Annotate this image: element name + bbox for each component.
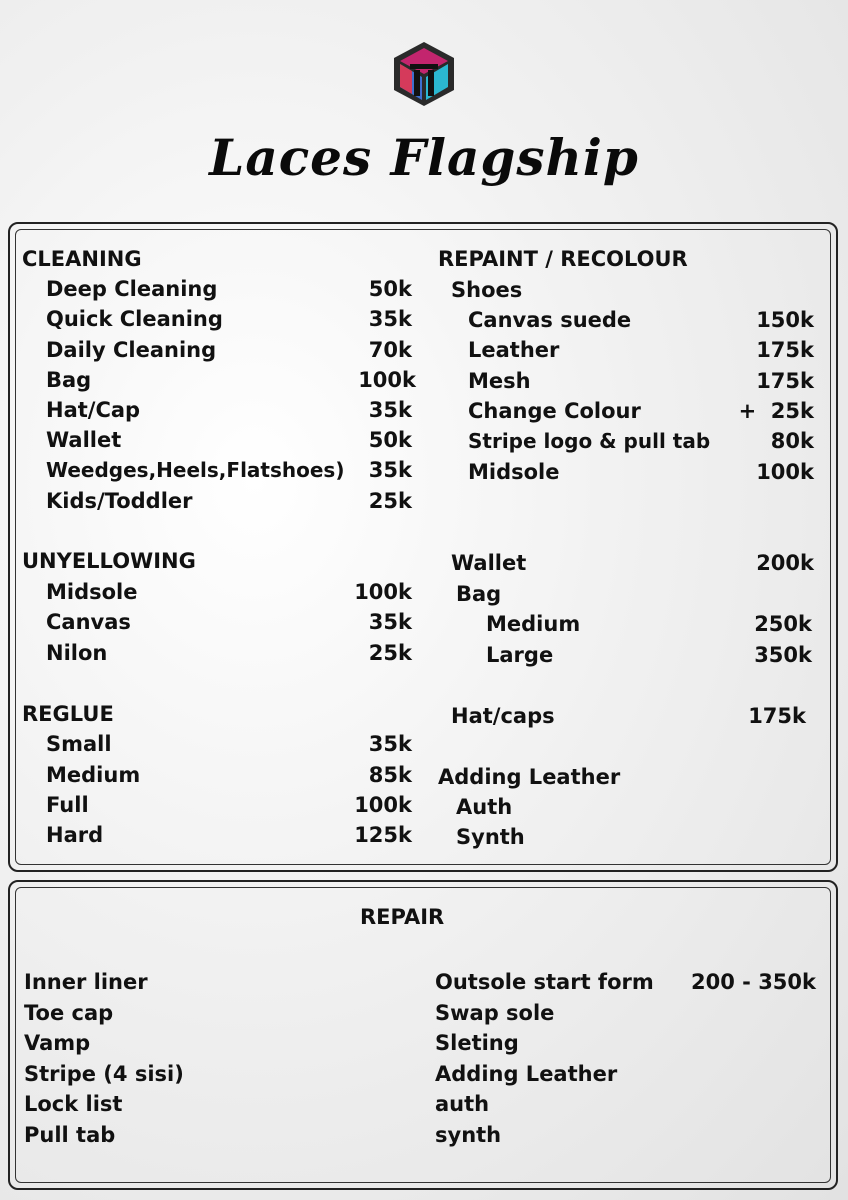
unyellowing-item-price: 35k — [368, 610, 412, 634]
repair-outsole-price: 200 - 350k — [691, 970, 816, 994]
unyellowing-item-name: Canvas — [46, 610, 131, 634]
cleaning-item-price: 35k — [368, 458, 412, 482]
repair-right-item: Sleting — [435, 1031, 519, 1055]
repaint-item-price: 80k — [770, 429, 814, 453]
repaint-item-name: Change Colour — [468, 399, 641, 423]
repaint-wallet-name: Wallet — [451, 551, 527, 575]
cleaning-item-name: Hat/Cap — [46, 398, 141, 422]
reglue-item-name: Small — [46, 732, 112, 756]
repaint-item-name: Midsole — [468, 460, 560, 484]
repaint-heading: REPAINT / RECOLOUR — [438, 247, 688, 271]
repair-left-item: Inner liner — [24, 970, 148, 994]
repaint-adding-leather-synth: Synth — [456, 825, 525, 849]
repaint-item-price: 150k — [756, 308, 814, 332]
repaint-item-price: 100k — [756, 460, 814, 484]
cleaning-item-name: Weedges,Heels,Flatshoes) — [46, 458, 345, 482]
cleaning-item-price: 35k — [368, 307, 412, 331]
reglue-item-name: Hard — [46, 823, 104, 847]
repaint-bag-item-name: Medium — [486, 612, 581, 636]
repaint-bag-label: Bag — [456, 582, 502, 606]
repair-right-item: Outsole start form — [435, 970, 654, 994]
reglue-item-price: 125k — [354, 823, 412, 847]
cleaning-item-price: 35k — [368, 398, 412, 422]
repair-left-item: Stripe (4 sisi) — [24, 1062, 184, 1086]
repaint-bag-item-name: Large — [486, 643, 554, 667]
unyellowing-item-name: Nilon — [46, 641, 108, 665]
repaint-adding-leather-label: Adding Leather — [438, 765, 621, 789]
cleaning-item-name: Quick Cleaning — [46, 307, 223, 331]
unyellowing-heading: UNYELLOWING — [22, 549, 196, 573]
cleaning-item-price: 50k — [368, 428, 412, 452]
reglue-item-price: 85k — [368, 763, 412, 787]
reglue-item-name: Full — [46, 793, 89, 817]
cleaning-item-price: 25k — [368, 489, 412, 513]
repair-right-item: Swap sole — [435, 1001, 555, 1025]
repaint-item-name: Leather — [468, 338, 560, 362]
unyellowing-item-price: 100k — [354, 580, 412, 604]
repaint-hat-price: 175k — [748, 704, 806, 728]
cleaning-item-price: 70k — [368, 338, 412, 362]
repair-right-item: synth — [435, 1123, 502, 1147]
repaint-wallet-price: 200k — [756, 551, 814, 575]
repaint-item-price: 175k — [756, 369, 814, 393]
cleaning-heading: CLEANING — [22, 247, 142, 271]
unyellowing-item-name: Midsole — [46, 580, 138, 604]
repaint-item-name: Canvas suede — [468, 308, 632, 332]
cleaning-item-price: 100k — [358, 368, 416, 392]
reglue-item-name: Medium — [46, 763, 141, 787]
repaint-item-price: 175k — [756, 338, 814, 362]
cube-logo-icon — [390, 40, 458, 108]
repair-heading: REPAIR — [360, 905, 445, 929]
repaint-shoes-label: Shoes — [451, 278, 523, 302]
cleaning-item-name: Daily Cleaning — [46, 338, 217, 362]
unyellowing-item-price: 25k — [368, 641, 412, 665]
repaint-adding-leather-auth: Auth — [456, 795, 513, 819]
cleaning-item-name: Kids/Toddler — [46, 489, 193, 513]
repair-right-item: Adding Leather — [435, 1062, 618, 1086]
repaint-item-name: Mesh — [468, 369, 531, 393]
repair-left-item: Vamp — [24, 1031, 91, 1055]
repaint-bag-item-price: 350k — [754, 643, 812, 667]
repair-right-item: auth — [435, 1092, 490, 1116]
cleaning-item-name: Bag — [46, 368, 92, 392]
cleaning-item-name: Wallet — [46, 428, 122, 452]
reglue-item-price: 100k — [354, 793, 412, 817]
brand-title: Laces Flagship — [209, 128, 639, 187]
reglue-item-price: 35k — [368, 732, 412, 756]
repaint-item-name: Stripe logo & pull tab — [468, 429, 711, 453]
cleaning-item-name: Deep Cleaning — [46, 277, 218, 301]
repaint-item-price: + 25k — [738, 399, 814, 423]
repaint-bag-item-price: 250k — [754, 612, 812, 636]
cleaning-item-price: 50k — [368, 277, 412, 301]
repair-left-item: Pull tab — [24, 1123, 116, 1147]
reglue-heading: REGLUE — [22, 702, 114, 726]
repaint-hat-name: Hat/caps — [451, 704, 555, 728]
repair-left-item: Lock list — [24, 1092, 123, 1116]
repair-left-item: Toe cap — [24, 1001, 114, 1025]
